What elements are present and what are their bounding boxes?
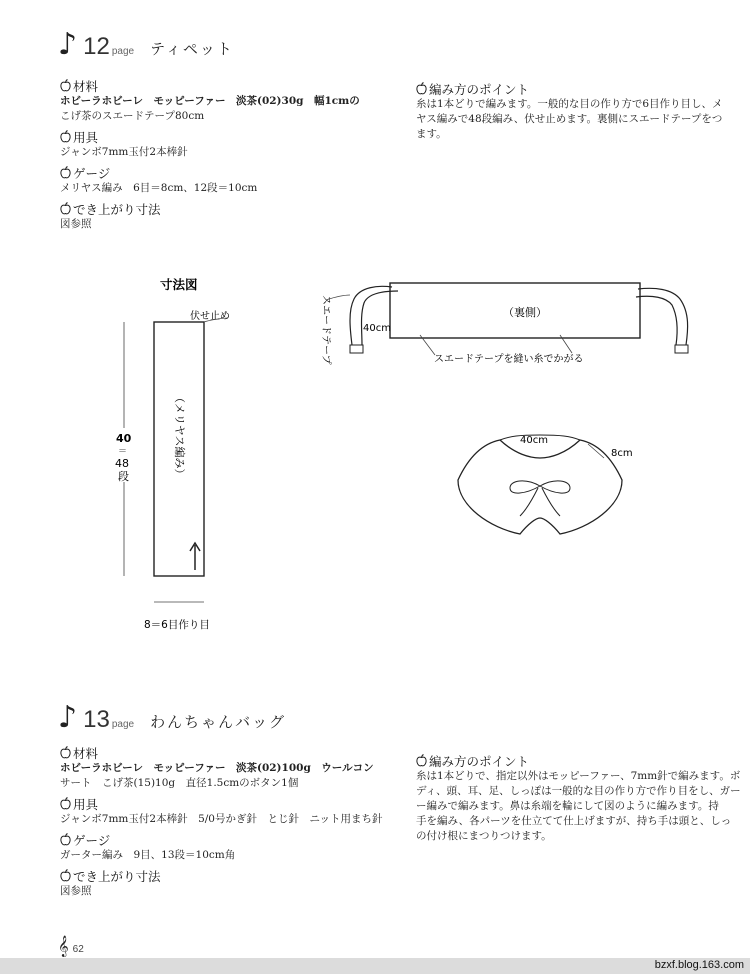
size-heading: [60, 867, 383, 884]
tools-heading: [60, 795, 383, 812]
points-line: の付け根にまつりつけます。: [416, 830, 552, 842]
section1-title: ティペット: [150, 40, 234, 58]
apple-icon: [60, 746, 71, 759]
collar-outline: [458, 440, 622, 534]
section1-page-number: 12: [83, 33, 110, 60]
watermark-bar: [0, 958, 750, 974]
gauge-text: ガーター編み 9目、13段＝10cm角: [60, 849, 236, 861]
points-label: 編み方のポイント: [429, 753, 530, 769]
size-text: 図参照: [60, 218, 92, 230]
top-length-label: 40cm: [520, 435, 548, 446]
gauge-heading: [60, 164, 360, 181]
materials-line1: ホビーラホビーレ モッピーファー 淡茶(02)100g ウールコン: [60, 762, 374, 774]
width-label: 8＝6目作り目: [144, 619, 210, 631]
section2-title: わんちゃんバッグ: [150, 713, 287, 731]
section1-page-word: page: [111, 46, 135, 57]
height-rows: 48: [115, 457, 129, 470]
points-line: 糸は1本どりで編みます。一般的な目の作り方で6目作り目し、メ: [416, 98, 723, 110]
materials-heading: [60, 77, 360, 94]
watermark: bzxf.blog.163.com: [654, 959, 744, 971]
materials-label: 材料: [73, 745, 99, 761]
bow-right-loop: [540, 481, 570, 493]
section2-page-number: 13: [83, 706, 110, 733]
materials-line2: こげ茶のスエードテープ80cm: [60, 110, 205, 122]
apple-icon: [60, 869, 71, 882]
page-number-block: [58, 936, 84, 957]
materials-line2: サート こげ茶(15)10g 直径1.5cmのボタン1個: [60, 777, 299, 789]
treble-clef-icon: 𝄞: [58, 936, 69, 957]
materials-heading: [60, 744, 383, 761]
page-number: 62: [72, 944, 84, 955]
height-eq: ＝: [118, 447, 128, 457]
tools-label: 用具: [73, 796, 99, 812]
height-cm: 40: [116, 432, 132, 445]
section2-header: [58, 700, 287, 735]
size-diagram: [110, 270, 250, 640]
music-note-icon: ♪: [58, 27, 78, 62]
gauge-label: ゲージ: [73, 832, 111, 848]
diagram-title: 寸法図: [160, 277, 198, 292]
apple-icon: [60, 79, 71, 92]
size-text: 図参照: [60, 885, 92, 897]
apple-icon: [60, 833, 71, 846]
height-unit: 段: [118, 470, 129, 483]
points-line: ヤス編みで48段編み、伏せ止めます。裏側にスエードテープをつ: [416, 113, 723, 125]
section1-points: [416, 80, 750, 142]
left-tape-end: [350, 345, 363, 353]
tools-text: ジャンボ7mm玉付2本棒針 5/0号かぎ針 とじ針 ニット用まち針: [60, 813, 383, 825]
materials-line1: ホビーラホビーレ モッピーファー 淡茶(02)30g 幅1cmの: [60, 95, 360, 107]
gauge-label: ゲージ: [73, 165, 111, 181]
section2-left-column: [60, 744, 383, 899]
points-line: 糸は1本どりで、指定以外はモッピーファー、7mm針で編みます。ボ: [416, 770, 741, 782]
points-line: ディ、頭、耳、足、しっぽは一般的な目の作り方で作り目をし、ガー: [416, 785, 741, 797]
points-line: 手を編み、各パーツを仕立てて仕上げますが、持ち手は頭と、しっ: [416, 815, 732, 827]
apple-icon: [60, 797, 71, 810]
tape-label: スエードテープ: [320, 295, 331, 365]
stitch-label: （メリヤス編み）: [173, 392, 186, 480]
apple-icon: [416, 754, 427, 767]
section1-left-column: [60, 77, 360, 232]
right-tape-inner: [636, 296, 677, 345]
materials-label: 材料: [73, 78, 99, 94]
points-heading: [416, 80, 750, 97]
section2-points: [416, 752, 750, 844]
bind-off-label: 伏せ止め: [190, 311, 230, 322]
tools-heading: [60, 128, 360, 145]
collar-diagram: [440, 428, 640, 546]
back-label: （裏側）: [503, 306, 547, 319]
section1-header: [58, 27, 234, 62]
points-line: ー編みで編みます。鼻は糸端を輪にして図のように編みます。持: [416, 800, 719, 812]
back-side-diagram: [310, 275, 730, 380]
sew-label: スエードテープを縫い糸でかがる: [434, 354, 584, 365]
points-heading: [416, 752, 750, 769]
apple-icon: [60, 202, 71, 215]
music-note-icon: ♪: [58, 700, 78, 735]
tools-label: 用具: [73, 129, 99, 145]
points-line: ます。: [416, 128, 447, 140]
tools-text: ジャンボ7mm玉付2本棒針: [60, 146, 188, 158]
bow-left-loop: [510, 481, 540, 493]
apple-icon: [416, 82, 427, 95]
left-tape-inner: [362, 291, 399, 345]
points-label: 編み方のポイント: [429, 81, 530, 97]
right-tape-end: [675, 345, 688, 353]
side-length-label: 8cm: [611, 448, 633, 459]
size-label: でき上がり寸法: [73, 201, 161, 217]
apple-icon: [60, 166, 71, 179]
gauge-text: メリヤス編み 6目＝8cm、12段＝10cm: [60, 182, 258, 194]
size-label: でき上がり寸法: [73, 868, 161, 884]
section2-page-word: page: [111, 719, 135, 730]
length-label: 40cm: [363, 323, 391, 334]
apple-icon: [60, 130, 71, 143]
size-heading: [60, 200, 360, 217]
gauge-heading: [60, 831, 383, 848]
